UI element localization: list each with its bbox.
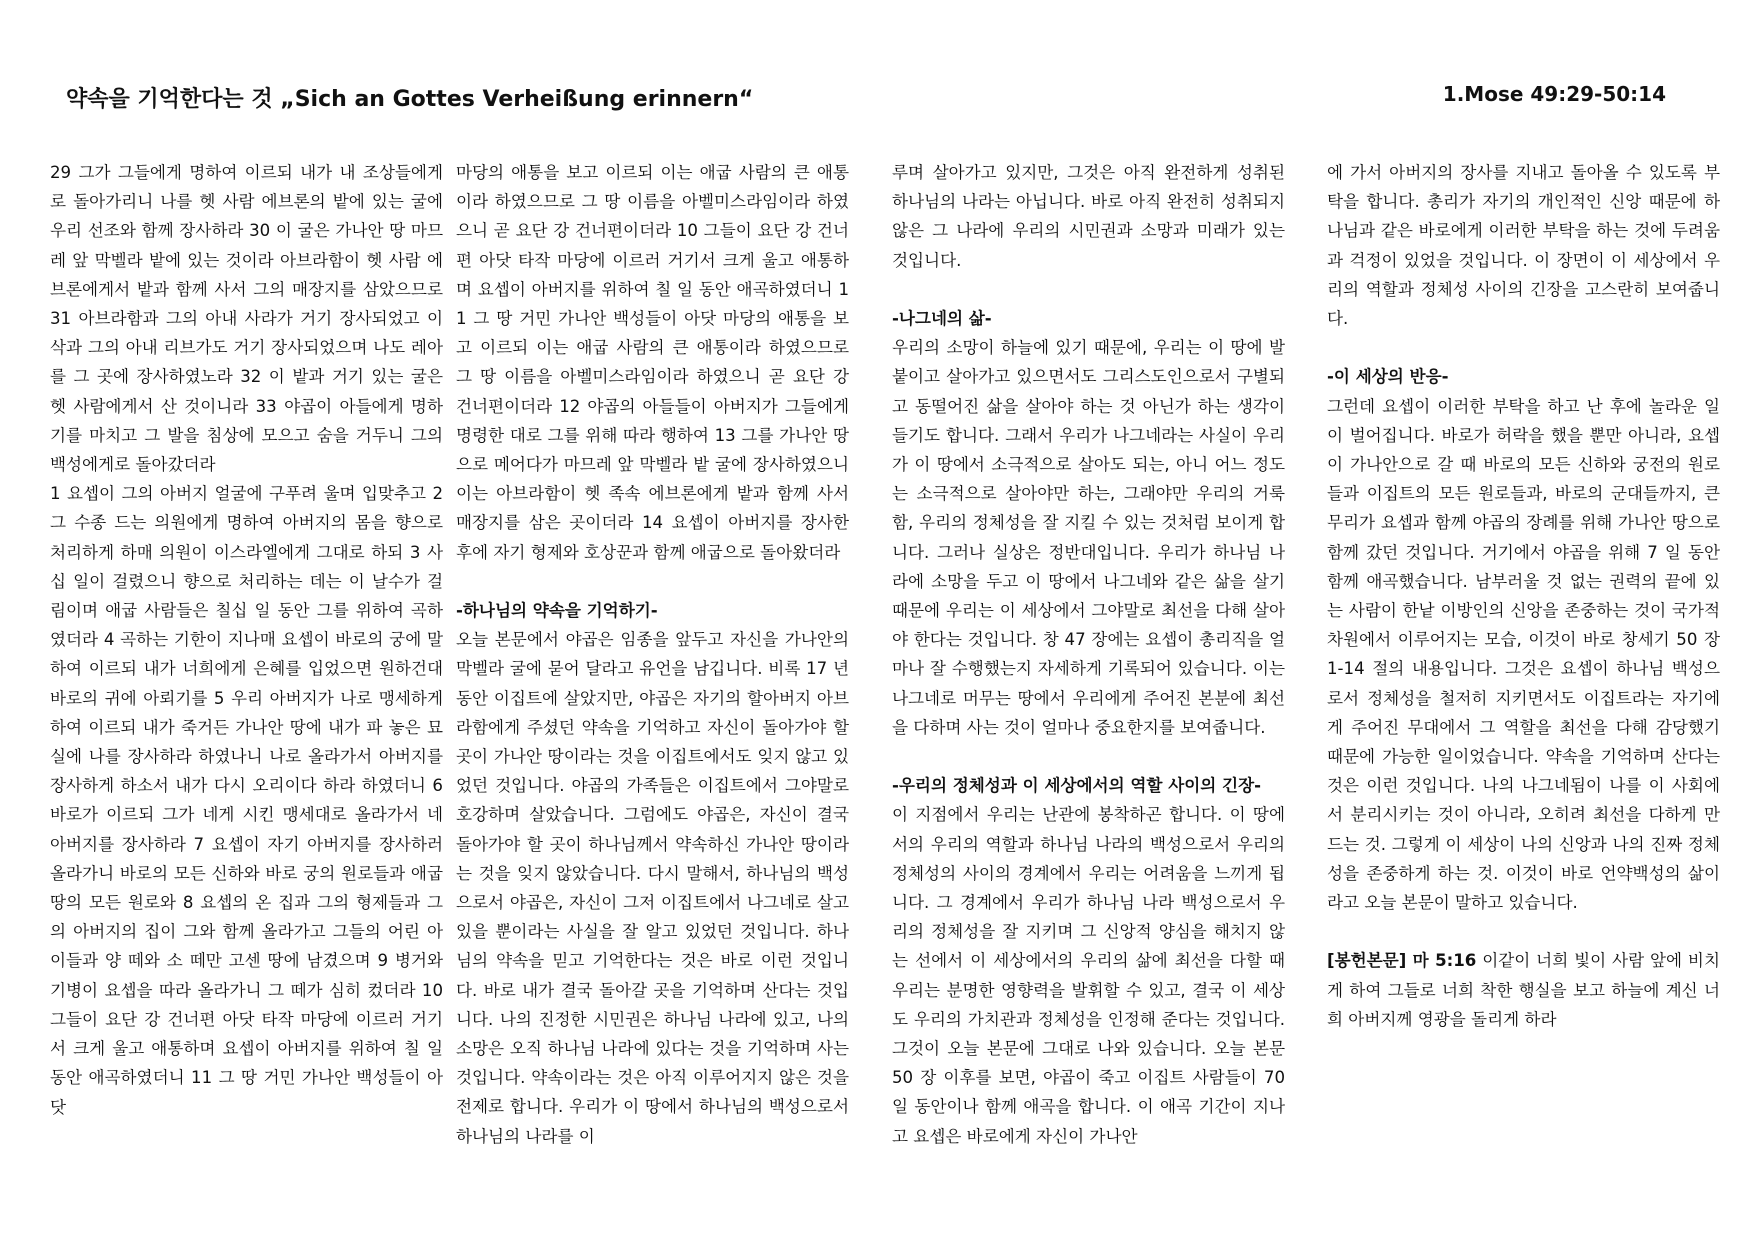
sermon-paragraph: 루며 살아가고 있지만, 그것은 아직 완전하게 성취된 하나님의 나라는 아닙니다. 바로 아직 완전히 성취되지 않은 그 나라에 우리의 시민권과 소망과 미래가 있는 것입니다. bbox=[892, 163, 1285, 270]
column-4 bbox=[1327, 158, 1720, 1208]
sermon-paragraph: 그런데 요셉이 이러한 부탁을 하고 난 후에 놀라운 일이 벌어집니다. 바로가 허락을 했을 뿐만 아니라, 요셉이 가나안으로 갈 때 바로의 모든 신하와 궁전의 원로들과 이집트의 모든 원로들과, 바로의 군대들까지, 큰 무리가 요셉과 함께 야곱의 장례를 위해 가나안 땅으로 함께 갔던 것입니다. 거기에서 야곱을 위해 7 일 동안 함께 애곡했습니다. 남부러울 것 없는 권력의 끝에 있는 사람이 한낱 이방인의 신앙을 존중하는 것이 국가적 차원에서 이루어지는 모습, 이것이 바로 창세기 50 장 1-14 절의 내용입니다. 그것은 요셉이 하나님 백성으로서 정체성을 철저히 지키면서도 이집트라는 자기에게 주어진 무대에서 그 역할을 최선을 다해 감당했기 때문에 가능한 일이었습니다. 약속을 기억하며 산다는 것은 이런 것입니다. 나의 나그네됨이 나를 이 사회에서 분리시키는 것이 아니라, 오히려 최선을 다하게 만드는 것. 그렇게 이 세상이 나의 신앙과 나의 진짜 정체성을 존중하게 하는 것. 이것이 바로 언약백성의 삶이라고 오늘 본문이 말하고 있습니다. bbox=[1327, 396, 1720, 913]
document-title: 약속을 기억한다는 것 „Sich an Gottes Verheißung erinnern“ bbox=[66, 87, 754, 112]
sermon-paragraph: 오늘 본문에서 야곱은 임종을 앞두고 자신을 가나안의 막벨라 굴에 묻어 달라고 유언을 남깁니다. 비록 17 년 동안 이집트에 살았지만, 야곱은 자기의 할아버지 아브라함에게 주셨던 약속을 기억하고 자신이 돌아가야 할 곳이 가나안 땅이라는 것을 이집트에서도 잊지 않고 있었던 것입니다. 야곱의 가족들은 이집트에서 그야말로 호강하며 살았습니다. 그럼에도 야곱은, 자신이 결국 돌아가야 할 곳이 하나님께서 약속하신 가나안 땅이라는 것을 잊지 않았습니다. 다시 말해서, 하나님의 백성으로서 야곱은, 자신이 그저 이집트에서 나그네로 살고 있을 뿐이라는 사실을 잘 알고 있었던 것입니다. 하나님의 약속을 믿고 기억한다는 것은 바로 이런 것입니다. 바로 내가 결국 돌아갈 곳을 기억하며 산다는 것입니다. 나의 진정한 시민권은 하나님 나라에 있고, 나의 소망은 오직 하나님 나라에 있다는 것을 기억하며 사는 것입니다. 약속이라는 것은 아직 이루어지지 않은 것을 전제로 합니다. 우리가 이 땅에서 하나님의 백성으로서 하나님의 나라를 이 bbox=[456, 630, 849, 1146]
section-heading-stranger-life: -나그네의 삶- bbox=[892, 309, 992, 328]
scripture-passage-1: 29 그가 그들에게 명하여 이르되 내가 내 조상들에게로 돌아가리니 나를 헷 사람 에브론의 밭에 있는 굴에 우리 선조와 함께 장사하라 30 이 굴은 가나안 땅 마므레 앞 막벨라 밭에 있는 것이라 아브라함이 헷 사람 에브론에게서 밭과 함께 사서 그의 매장지를 삼았으므로 31 아브라함과 그의 아내 사라가 거기 장사되었고 이삭과 그의 아내 리브가도 거기 장사되었으며 나도 레아를 그 곳에 장사하였노라 32 이 밭과 거기 있는 굴은 헷 사람에게서 산 것이니라 33 야곱이 아들에게 명하기를 마치고 그 발을 침상에 모으고 숨을 거두니 그의 백성에게로 돌아갔더라 bbox=[50, 163, 443, 475]
spacer bbox=[892, 275, 1285, 304]
spacer bbox=[1327, 333, 1720, 362]
offering-verse bbox=[1327, 946, 1720, 1034]
spacer bbox=[892, 742, 1285, 771]
sermon-paragraph: 에 가서 아버지의 장사를 지내고 돌아올 수 있도록 부탁을 합니다. 총리가 자기의 개인적인 신앙 때문에 하나님과 같은 바로에게 이러한 부탁을 하는 것에 두려움과 걱정이 있었을 것입니다. 이 장면이 이 세상에서 우리의 역할과 정체성 사이의 긴장을 고스란히 보여줍니다. bbox=[1327, 163, 1720, 329]
text-columns bbox=[50, 158, 1735, 1208]
section-heading-identity-tension: -우리의 정체성과 이 세상에서의 역할 사이의 긴장- bbox=[892, 776, 1262, 796]
spacer bbox=[1327, 917, 1720, 946]
page-header bbox=[66, 82, 1666, 122]
column-1 bbox=[50, 158, 443, 1208]
sermon-paragraph: 우리의 소망이 하늘에 있기 때문에, 우리는 이 땅에 발붙이고 살아가고 있으면서도 그리스도인으로서 구별되고 동떨어진 삶을 살아야 하는 것 아닌가 하는 생각이 들기도 합니다. 그래서 우리가 나그네라는 사실이 우리가 이 땅에서 소극적으로 살아도 되는, 아니 어느 정도는 소극적으로 살아야만 하는, 그래야만 우리의 거룩함, 우리의 정체성을 잘 지킬 수 있는 것처럼 보이게 합니다. 그러나 실상은 정반대입니다. 우리가 하나님 나라에 소망을 두고 이 땅에서 나그네와 같은 삶을 살기 때문에 우리는 이 세상에서 그야말로 최선을 다해 살아야 한다는 것입니다. 창 47 장에는 요셉이 총리직을 얼마나 잘 수행했는지 자세하게 기록되어 있습니다. 이는 나그네로 머무는 땅에서 우리에게 주어진 본분에 최선을 다하며 사는 것이 얼마나 중요한지를 보여줍니다. bbox=[892, 338, 1285, 737]
spacer bbox=[456, 567, 849, 596]
scripture-passage-3: 마당의 애통을 보고 이르되 이는 애굽 사람의 큰 애통이라 하였으므로 그 땅 이름을 아벨미스라임이라 하였으니 곧 요단 강 건너편이더라 10 그들이 요단 강 건너편 아닷 타작 마당에 이르러 거기서 크게 울고 애통하며 요셉이 아버지를 위하여 칠 일 동안 애곡하였더니 11 그 땅 거민 가나안 백성들이 아닷 마당의 애통을 보고 이르되 이는 애굽 사람의 큰 애통이라 하였으므로 그 땅 이름을 아벨미스라임이라 하였으니 곧 요단 강 건너편이더라 12 야곱의 아들들이 아버지가 그들에게 명령한 대로 그를 위해 따라 행하여 13 그를 가나안 땅으로 메어다가 마므레 앞 막벨라 밭 굴에 장사하였으니 이는 아브라함이 헷 족속 에브론에게 밭과 함께 사서 매장지를 삼은 곳이더라 14 요셉이 아버지를 장사한 후에 자기 형제와 호상꾼과 함께 애굽으로 돌아왔더라 bbox=[456, 163, 849, 562]
scripture-passage-2: 1 요셉이 그의 아버지 얼굴에 구푸려 울며 입맞추고 2 그 수종 드는 의원에게 명하여 아버지의 몸을 향으로 처리하게 하매 의원이 이스라엘에게 그대로 하되 3 사십 일이 걸렸으니 향으로 처리하는 데는 이 날수가 걸림이며 애굽 사람들은 칠십 일 동안 그를 위하여 곡하였더라 4 곡하는 기한이 지나매 요셉이 바로의 궁에 말하여 이르되 내가 너희에게 은혜를 입었으면 원하건대 바로의 귀에 아뢰기를 5 우리 아버지가 나로 맹세하게 하여 이르되 내가 죽거든 가나안 땅에 내가 파 놓은 묘실에 나를 장사하라 하였나니 나로 올라가서 아버지를 장사하게 하소서 내가 다시 오리이다 하라 하였더니 6 바로가 이르되 그가 네게 시킨 맹세대로 올라가서 네 아버지를 장사하라 7 요셉이 자기 아버지를 장사하러 올라가니 바로의 모든 신하와 바로 궁의 원로들과 애굽 땅의 모든 원로와 8 요셉의 온 집과 그의 형제들과 그의 아버지의 집이 그와 함께 올라가고 그들의 어린 아이들과 양 떼와 소 떼만 고센 땅에 남겼으며 9 병거와 기병이 요셉을 따라 올라가니 그 떼가 심히 컸더라 10 그들이 요단 강 건너편 아닷 타작 마당에 이르러 거기서 크게 울고 애통하며 요셉이 아버지를 위하여 칠 일 동안 애곡하였더니 11 그 땅 거민 가나안 백성들이 아닷 bbox=[50, 484, 443, 1117]
section-heading-remember-promise: -하나님의 약속을 기억하기- bbox=[456, 601, 658, 621]
offering-verse-label: [봉헌본문] 마 5:16 bbox=[1327, 951, 1477, 971]
column-2 bbox=[456, 158, 849, 1208]
column-3 bbox=[892, 158, 1285, 1208]
section-heading-world-response: -이 세상의 반응- bbox=[1327, 367, 1449, 387]
scripture-reference: 1.Mose 49:29-50:14 bbox=[1442, 82, 1666, 106]
sermon-paragraph: 이 지점에서 우리는 난관에 봉착하곤 합니다. 이 땅에서의 우리의 역할과 하나님 나라의 백성으로서 우리의 정체성의 사이의 경계에서 우리는 어려움을 느끼게 됩니다. 그 경계에서 우리가 하나님 나라 백성으로서 우리의 정체성을 잘 지키며 그 신앙적 양심을 해치지 않는 선에서 이 세상에서의 우리의 삶에 최선을 다할 때 우리는 분명한 영향력을 발휘할 수 있고, 결국 이 세상도 우리의 가치관과 정체성을 인정해 준다는 것입니다. 그것이 오늘 본문에 그대로 나와 있습니다. 오늘 본문 50 장 이후를 보면, 야곱이 죽고 이집트 사람들이 70 일 동안이나 함께 애곡을 합니다. 이 애곡 기간이 지나고 요셉은 바로에게 자신이 가나안 bbox=[892, 805, 1285, 1146]
offering-verse-text: 이같이 너희 빛이 사람 앞에 비치게 하여 그들로 너희 착한 행실을 보고 하늘에 계신 너희 아버지께 영광을 돌리게 하라 bbox=[1327, 951, 1720, 1029]
